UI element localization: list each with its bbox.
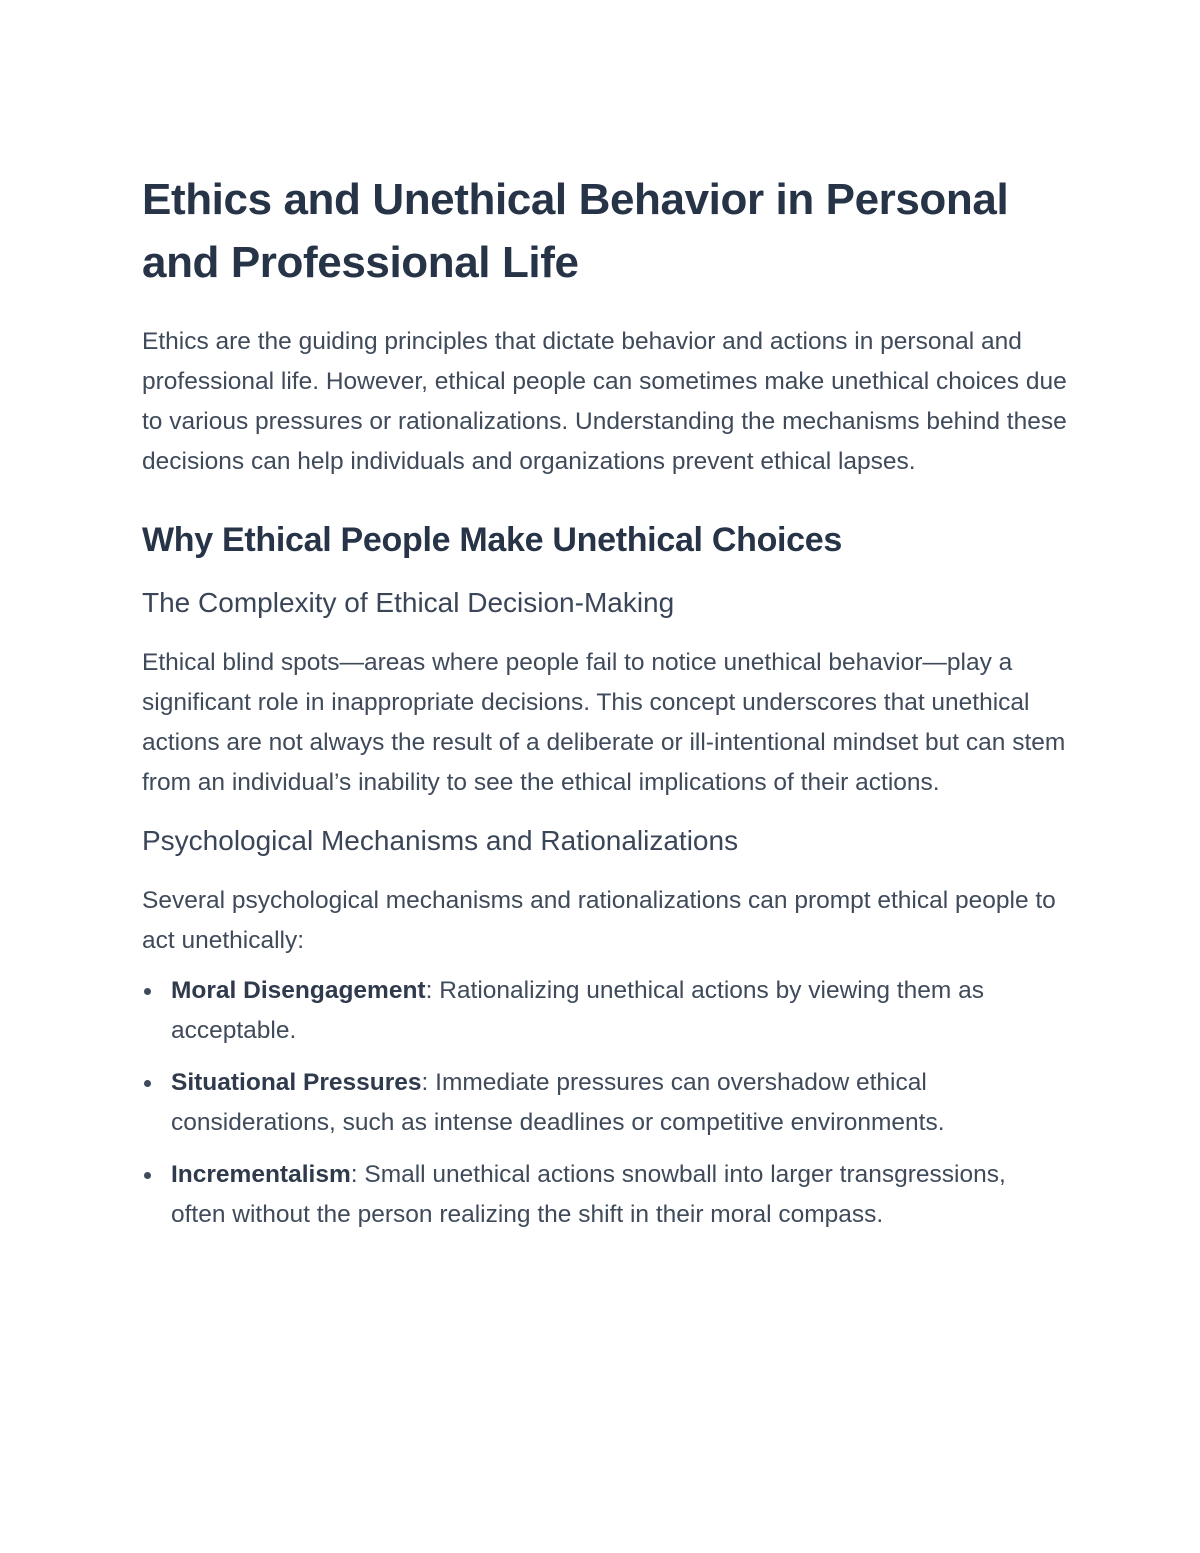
document-page bbox=[142, 168, 1067, 1247]
section-heading: Why Ethical People Make Unethical Choices bbox=[142, 521, 843, 559]
mechanisms-list bbox=[142, 971, 1067, 1235]
list-item-term: Incrementalism bbox=[171, 1161, 351, 1188]
bullet-icon bbox=[144, 1172, 151, 1179]
list-item bbox=[142, 1063, 1067, 1143]
bullet-icon bbox=[144, 1080, 151, 1087]
complexity-paragraph: Ethical blind spots—areas where people fail to notice unethical behavior—play a significant role in inappropriate decisions. This concept underscores that unethical actions are not always the result of a deliberate or ill-intentional mindset but can stem from an individual’s inability to see the ethical implications of their actions. bbox=[142, 649, 1066, 796]
subsection-heading-mechanisms: Psychological Mechanisms and Rationalizations bbox=[142, 825, 739, 856]
list-item bbox=[142, 1155, 1067, 1235]
list-item-text: : Small unethical actions snowball into larger transgressions, often without the person realizing the shift in their moral compass. bbox=[171, 1161, 1006, 1228]
list-item bbox=[142, 971, 1067, 1051]
list-item-text: : Immediate pressures can overshadow ethical considerations, such as intense deadlines or competitive environments. bbox=[171, 1069, 945, 1136]
intro-paragraph: Ethics are the guiding principles that dictate behavior and actions in personal and professional life. However, ethical people can sometimes make unethical choices due to various pressures or rationalizations. Understanding the mechanisms behind these decisions can help individuals and organizations prevent ethical lapses. bbox=[142, 328, 1067, 475]
document-title: Ethics and Unethical Behavior in Personal and Professional Life bbox=[142, 175, 1009, 287]
list-item-term: Situational Pressures bbox=[171, 1069, 422, 1096]
subsection-heading-complexity: The Complexity of Ethical Decision-Making bbox=[142, 587, 675, 618]
list-item-text: : Rationalizing unethical actions by viewing them as acceptable. bbox=[171, 977, 984, 1044]
mechanisms-paragraph: Several psychological mechanisms and rationalizations can prompt ethical people to act unethically: bbox=[142, 887, 1056, 954]
list-item-term: Moral Disengagement bbox=[171, 977, 426, 1004]
bullet-icon bbox=[144, 988, 151, 995]
